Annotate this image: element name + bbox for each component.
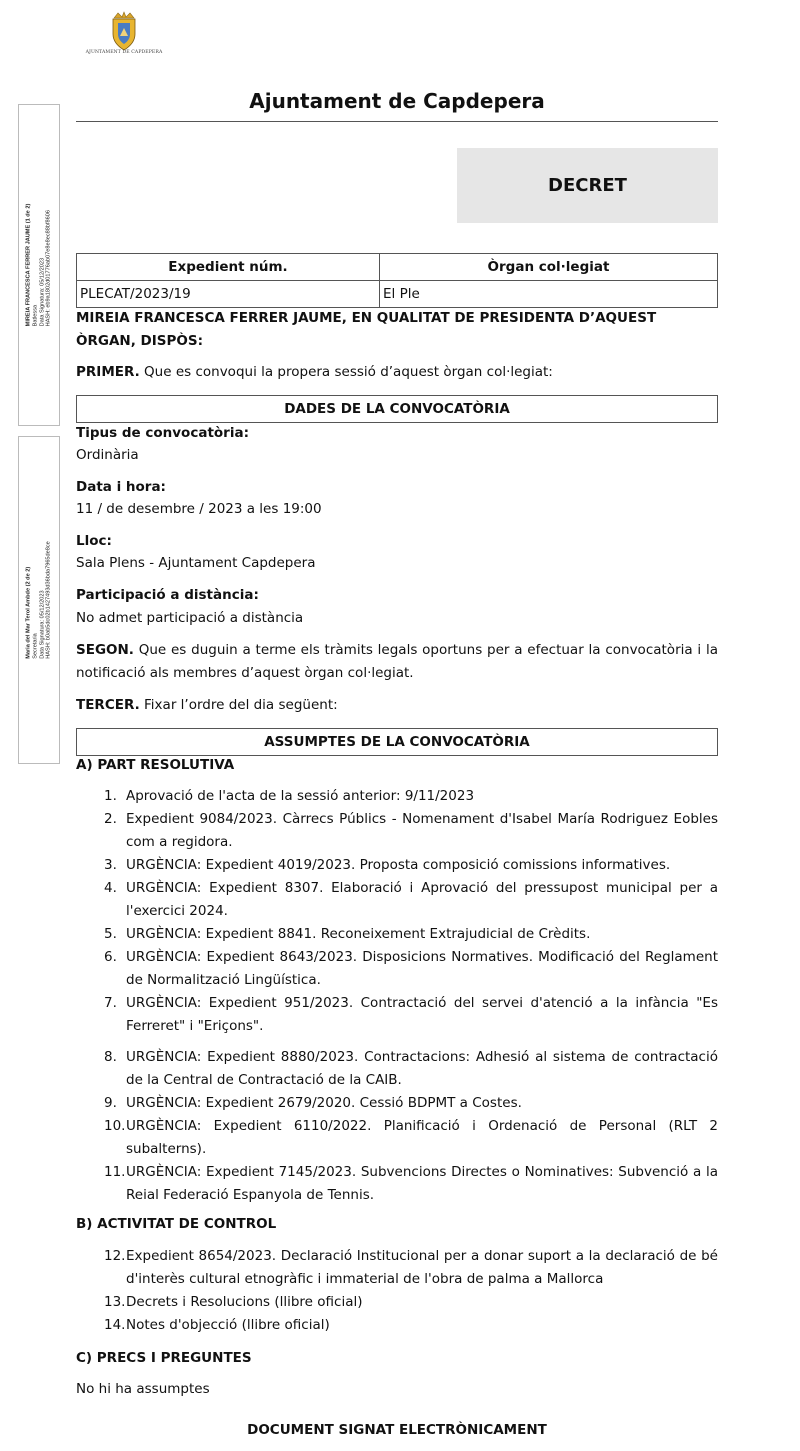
table-header-organ: Òrgan col·legiat: [380, 254, 718, 281]
page-title: Ajuntament de Capdepera: [249, 89, 545, 113]
primer-text: Que es convoqui la propera sessió d’aquest òrgan col·legiat:: [139, 364, 553, 380]
table-header-expedient: Expedient núm.: [77, 254, 380, 281]
expedient-table: [76, 253, 718, 308]
list-item: 6. URGÈNCIA: Expedient 8643/2023. Disposicions Normatives. Modificació del Reglament de Normalització Lingüística.: [104, 949, 718, 988]
list-item: 10. URGÈNCIA: Expedient 6110/2022. Planificació i Ordenació de Personal (RLT 2 subalterns).: [104, 1118, 718, 1157]
segon-paragraph: [76, 639, 718, 685]
dades-value-data: 11 / de desembre / 2023 a les 19:00: [76, 501, 322, 517]
signer-name: MIREIA FRANCESCA FERRER JAUME (1 de 2): [25, 203, 32, 327]
list-item: 14. Notes d'objecció (llibre oficial): [104, 1317, 330, 1333]
list-item: 4. URGÈNCIA: Expedient 8307. Elaboració i Aprovació del pressupost municipal per a l'exercici 2024.: [104, 880, 718, 919]
dades-value-lloc: Sala Plens - Ajuntament Capdepera: [76, 555, 316, 571]
expedient-number: PLECAT/2023/19: [77, 281, 380, 308]
signer-role: Batlessa: [32, 304, 39, 327]
list-item: 2. Expedient 9084/2023. Càrrecs Públics - Nomenament d'Isabel María Rodriguez Eobles com a regidora.: [104, 811, 718, 850]
list-item: 7. URGÈNCIA: Expedient 951/2023. Contractació del servei d'atenció a la infància "Es Ferreret" i "Eriçons".: [104, 995, 718, 1034]
signer-name: Maria del Mar Terol Ambde (2 de 2): [25, 566, 32, 659]
document-type: DECRET: [548, 175, 627, 196]
segon-text: Que es duguin a terme els tràmits legals oportuns per a efectuar la convocatòria i la notificació als membres d’aquest òrgan col·legiat.: [76, 642, 718, 681]
section-a-title: A) PART RESOLUTIVA: [76, 757, 235, 773]
section-b-list: [104, 1245, 718, 1337]
signature-hash: HASH: eb9a1802d01776ab07e8e8ec88bf8606: [45, 209, 52, 327]
signature-box-2: [18, 436, 60, 764]
tercer-text: Fixar l’ordre del dia següent:: [139, 697, 338, 713]
footer-signed-notice: DOCUMENT SIGNAT ELECTRÒNICAMENT: [247, 1422, 547, 1438]
intro-statement: MIREIA FRANCESCA FERRER JAUME, EN QUALITAT DE PRESIDENTA D’AQUEST ÒRGAN, DISPÒS:: [76, 310, 657, 349]
dades-value-participacio: No admet participació a distància: [76, 610, 304, 626]
dades-banner: DADES DE LA CONVOCATÒRIA: [76, 395, 718, 423]
dades-value-tipus: Ordinària: [76, 447, 139, 463]
section-c-title: C) PRECS I PREGUNTES: [76, 1350, 252, 1366]
header-divider: [76, 121, 718, 122]
organ-name: El Ple: [380, 281, 718, 308]
assumptes-banner: ASSUMPTES DE LA CONVOCATÒRIA: [76, 728, 718, 756]
signature-box-1: [18, 104, 60, 426]
list-item: 13. Decrets i Resolucions (llibre oficial): [104, 1294, 363, 1310]
logo-caption: AJUNTAMENT DE CAPDEPERA: [85, 50, 163, 55]
signature-date: Data Signatura: 05/12/2023: [39, 257, 45, 327]
signature-hash: HASH: b0ab5dc02b1427493d36bda7965de8ce: [45, 541, 52, 659]
tercer-label: TERCER.: [76, 697, 140, 713]
dades-label-participacio: Participació a distància:: [76, 587, 259, 603]
signer-role: Secretaria: [32, 633, 39, 659]
dades-label-lloc: Lloc:: [76, 533, 112, 549]
dades-label-tipus: Tipus de convocatòria:: [76, 425, 249, 441]
segon-label: SEGON.: [76, 642, 134, 658]
primer-paragraph: [76, 361, 718, 384]
section-c-text: No hi ha assumptes: [76, 1381, 210, 1397]
section-b-title: B) ACTIVITAT DE CONTROL: [76, 1216, 277, 1232]
document-type-box: [457, 148, 718, 223]
primer-label: PRIMER.: [76, 364, 140, 380]
list-item: 8. URGÈNCIA: Expedient 8880/2023. Contractacions: Adhesió al sistema de contractació de la Central de Contractació de la CAIB.: [104, 1049, 718, 1088]
list-item: 12. Expedient 8654/2023. Declaració Institucional per a donar suport a la declaració de bé d'interès cultural etnogràfic i immaterial de l'obra de palma a Mallorca: [104, 1248, 718, 1287]
list-item: 11. URGÈNCIA: Expedient 7145/2023. Subvencions Directes o Nominatives: Subvenció a la Reial Federació Espanyola de Tennis.: [104, 1164, 718, 1203]
tercer-paragraph: [76, 694, 718, 717]
section-a-list: [104, 785, 718, 1207]
list-item: 1. Aprovació de l'acta de la sessió anterior: 9/11/2023: [104, 788, 475, 804]
list-item: 9. URGÈNCIA: Expedient 2679/2020. Cessió BDPMT a Costes.: [104, 1095, 522, 1111]
signature-date: Data Signatura: 05/12/2023: [39, 590, 45, 659]
list-item: 5. URGÈNCIA: Expedient 8841. Reconeixement Extrajudicial de Crèdits.: [104, 926, 591, 942]
dades-label-data: Data i hora:: [76, 479, 166, 495]
list-item: 3. URGÈNCIA: Expedient 4019/2023. Proposta composició comissions informatives.: [104, 857, 671, 873]
